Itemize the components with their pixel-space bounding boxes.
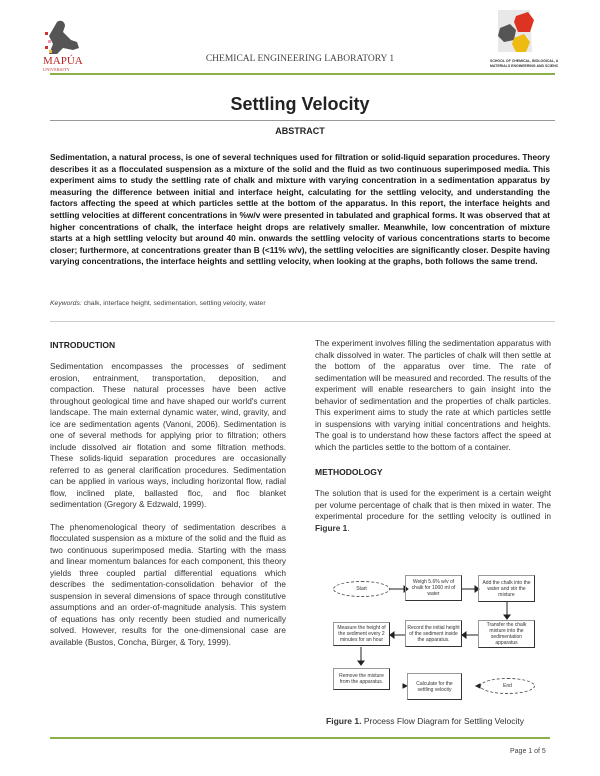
figure-caption xyxy=(300,716,550,726)
figure-caption-text: Process Flow Diagram for Settling Velocity xyxy=(361,716,524,726)
course-header: CHEMICAL ENGINEERING LABORATORY 1 xyxy=(205,54,395,64)
intro-paragraph-3: The experiment involves filling the sedimentation apparatus with chalk dissolved in water. The particles of chalk will then settle at the bottom of the apparatus over time. The rate of sedimentation will be measured and recorded. The results of the experiment will enable researchers to gain insight into the behavior of sedimentation and the properties of chalk particles. This experiment aims to study the rate at which particles settle in suspensions with varying initial concentrations and heights. The goal is to understand how these factors affect the speed at which the particles settle to the bottom of a container. xyxy=(315,338,551,452)
process-flow-diagram xyxy=(300,565,590,705)
header-divider xyxy=(50,73,555,75)
introduction-heading: INTRODUCTION xyxy=(50,340,116,350)
flow-step-add-chalk: Add the chalk into the water and stir the mixture xyxy=(478,575,535,602)
figure-label: Figure 1. xyxy=(326,716,362,726)
mapua-logo xyxy=(43,18,87,58)
intro-paragraph-1: Sedimentation encompasses the processes of sediment erosion, entrainment, transportation, deposition, and compaction. These natural processes have been active throughout geological time and have shaped our world's current landscape. The main external dynamic water, wind, gravity, and ice are sedimentation agents (Vanoni, 2006). Sedimentation is one of several methods for applying prior to filtration; others include dissolved air flotation and some filtration methods. These solids-liquid separation procedures are occasionally referred to as general clarification procedures. Sedimentation can be applied in various ways, including horizontal flow, radial flow, inclined plate, ballasted floc, and floc blanket sedimentation (Gregory & Edzwald, 1999). xyxy=(50,361,286,509)
school-logo xyxy=(490,8,558,72)
university-logo-text: MAPÚA UNIVERSITY xyxy=(43,55,83,72)
title-divider xyxy=(50,120,555,121)
right-column xyxy=(315,338,551,534)
flow-step-transfer: Transfer the chalk mixture into the sedimentation apparatus xyxy=(478,620,535,648)
methodology-text xyxy=(315,488,551,534)
flow-step-record: Record the initial height of the sediment inside the apparatus. xyxy=(405,620,462,647)
keywords-list: chalk, interface height, sedimentation, settling velocity, water xyxy=(81,300,266,307)
left-column xyxy=(50,340,286,648)
methodology-end: . xyxy=(347,522,350,533)
flow-start: Start xyxy=(333,581,390,597)
keywords-divider xyxy=(50,321,555,322)
page-number: Page 1 of 5 xyxy=(510,748,546,755)
flow-step-calculate: Calculate for the settling velocity xyxy=(407,673,462,700)
abstract-text: Sedimentation, a natural process, is one of several techniques used for filtration or solid-liquid separation procedures. Theory describes it as a flocculated suspension as a mixture of the solid and the fluid as two continuous superimposed media. This experiment aims to study the settling rate of chalk and mixture with varying concentration in a sedimentation apparatus by measuring the difference between initial and interface height, calculating for the settling velocity, and understanding the factors affecting the speed at which particles settle at the bottom of the apparatus. In this report, the interface heights and settling velocities at different concentrations in %w/v were presented in tabulated and graphical forms. It was observed that at higher concentrations of chalk, the interface height drops are relatively smaller. Meanwhile, low concentration of mixture starts at a high settling velocity but around 40 min. onwards the settling velocity of various concentrations starts to become closer; furthermore, at concentrations greater than B (<11% w/v), the settling velocities are significantly closer. Despite having varying concentrations, the interface heights and settling velocity, when looking at the graphs, both follows the same trend. xyxy=(50,152,550,267)
flow-step-measure: Measure the height of the sediment every 2 minutes for an hour xyxy=(333,622,390,646)
methodology-heading: METHODOLOGY xyxy=(315,467,383,477)
flow-step-remove: Remove the mixture from the apparatus. xyxy=(333,668,390,690)
keywords-label: Keywords: xyxy=(50,300,82,307)
flow-end: End xyxy=(480,678,535,694)
svg-text:MATERIALS ENGINEERING AND SCIE: MATERIALS ENGINEERING AND SCIENCES xyxy=(490,64,558,68)
methodology-body: The solution that is used for the experiment is a certain weight per volume percentage of chalk that is then mixed in water. The experimental procedure for the settling velocity is outlined in xyxy=(315,488,551,521)
figure-reference: Figure 1 xyxy=(315,522,348,533)
page-title: Settling Velocity xyxy=(230,94,370,114)
abstract-heading: ABSTRACT xyxy=(275,126,325,136)
svg-text:SCHOOL OF CHEMICAL, BIOLOGICAL: SCHOOL OF CHEMICAL, BIOLOGICAL, AND xyxy=(490,59,558,63)
flow-step-weigh: Weigh 5.6% w/v of chalk for 1000 ml of water xyxy=(405,575,462,601)
intro-paragraph-2: The phenomenological theory of sedimentation describes a flocculated suspension as a mixture of the solid and the fluid as two continuous superimposed media. Starting with the mass and linear momentum balances for each component, this theory yields three coupled partial differential equations which describes the sedimentation-consolidation behavior of the suspension in several dimensions of space through constitutive assumptions and an order-of-magnitude analysis. This system of equations has only recently been studied and numerically solved. However, results for the one-dimensional case are available (Bustos, Concha, Bürger, & Tory, 1999). xyxy=(50,521,286,647)
footer-divider xyxy=(50,737,550,739)
keywords xyxy=(50,300,550,307)
